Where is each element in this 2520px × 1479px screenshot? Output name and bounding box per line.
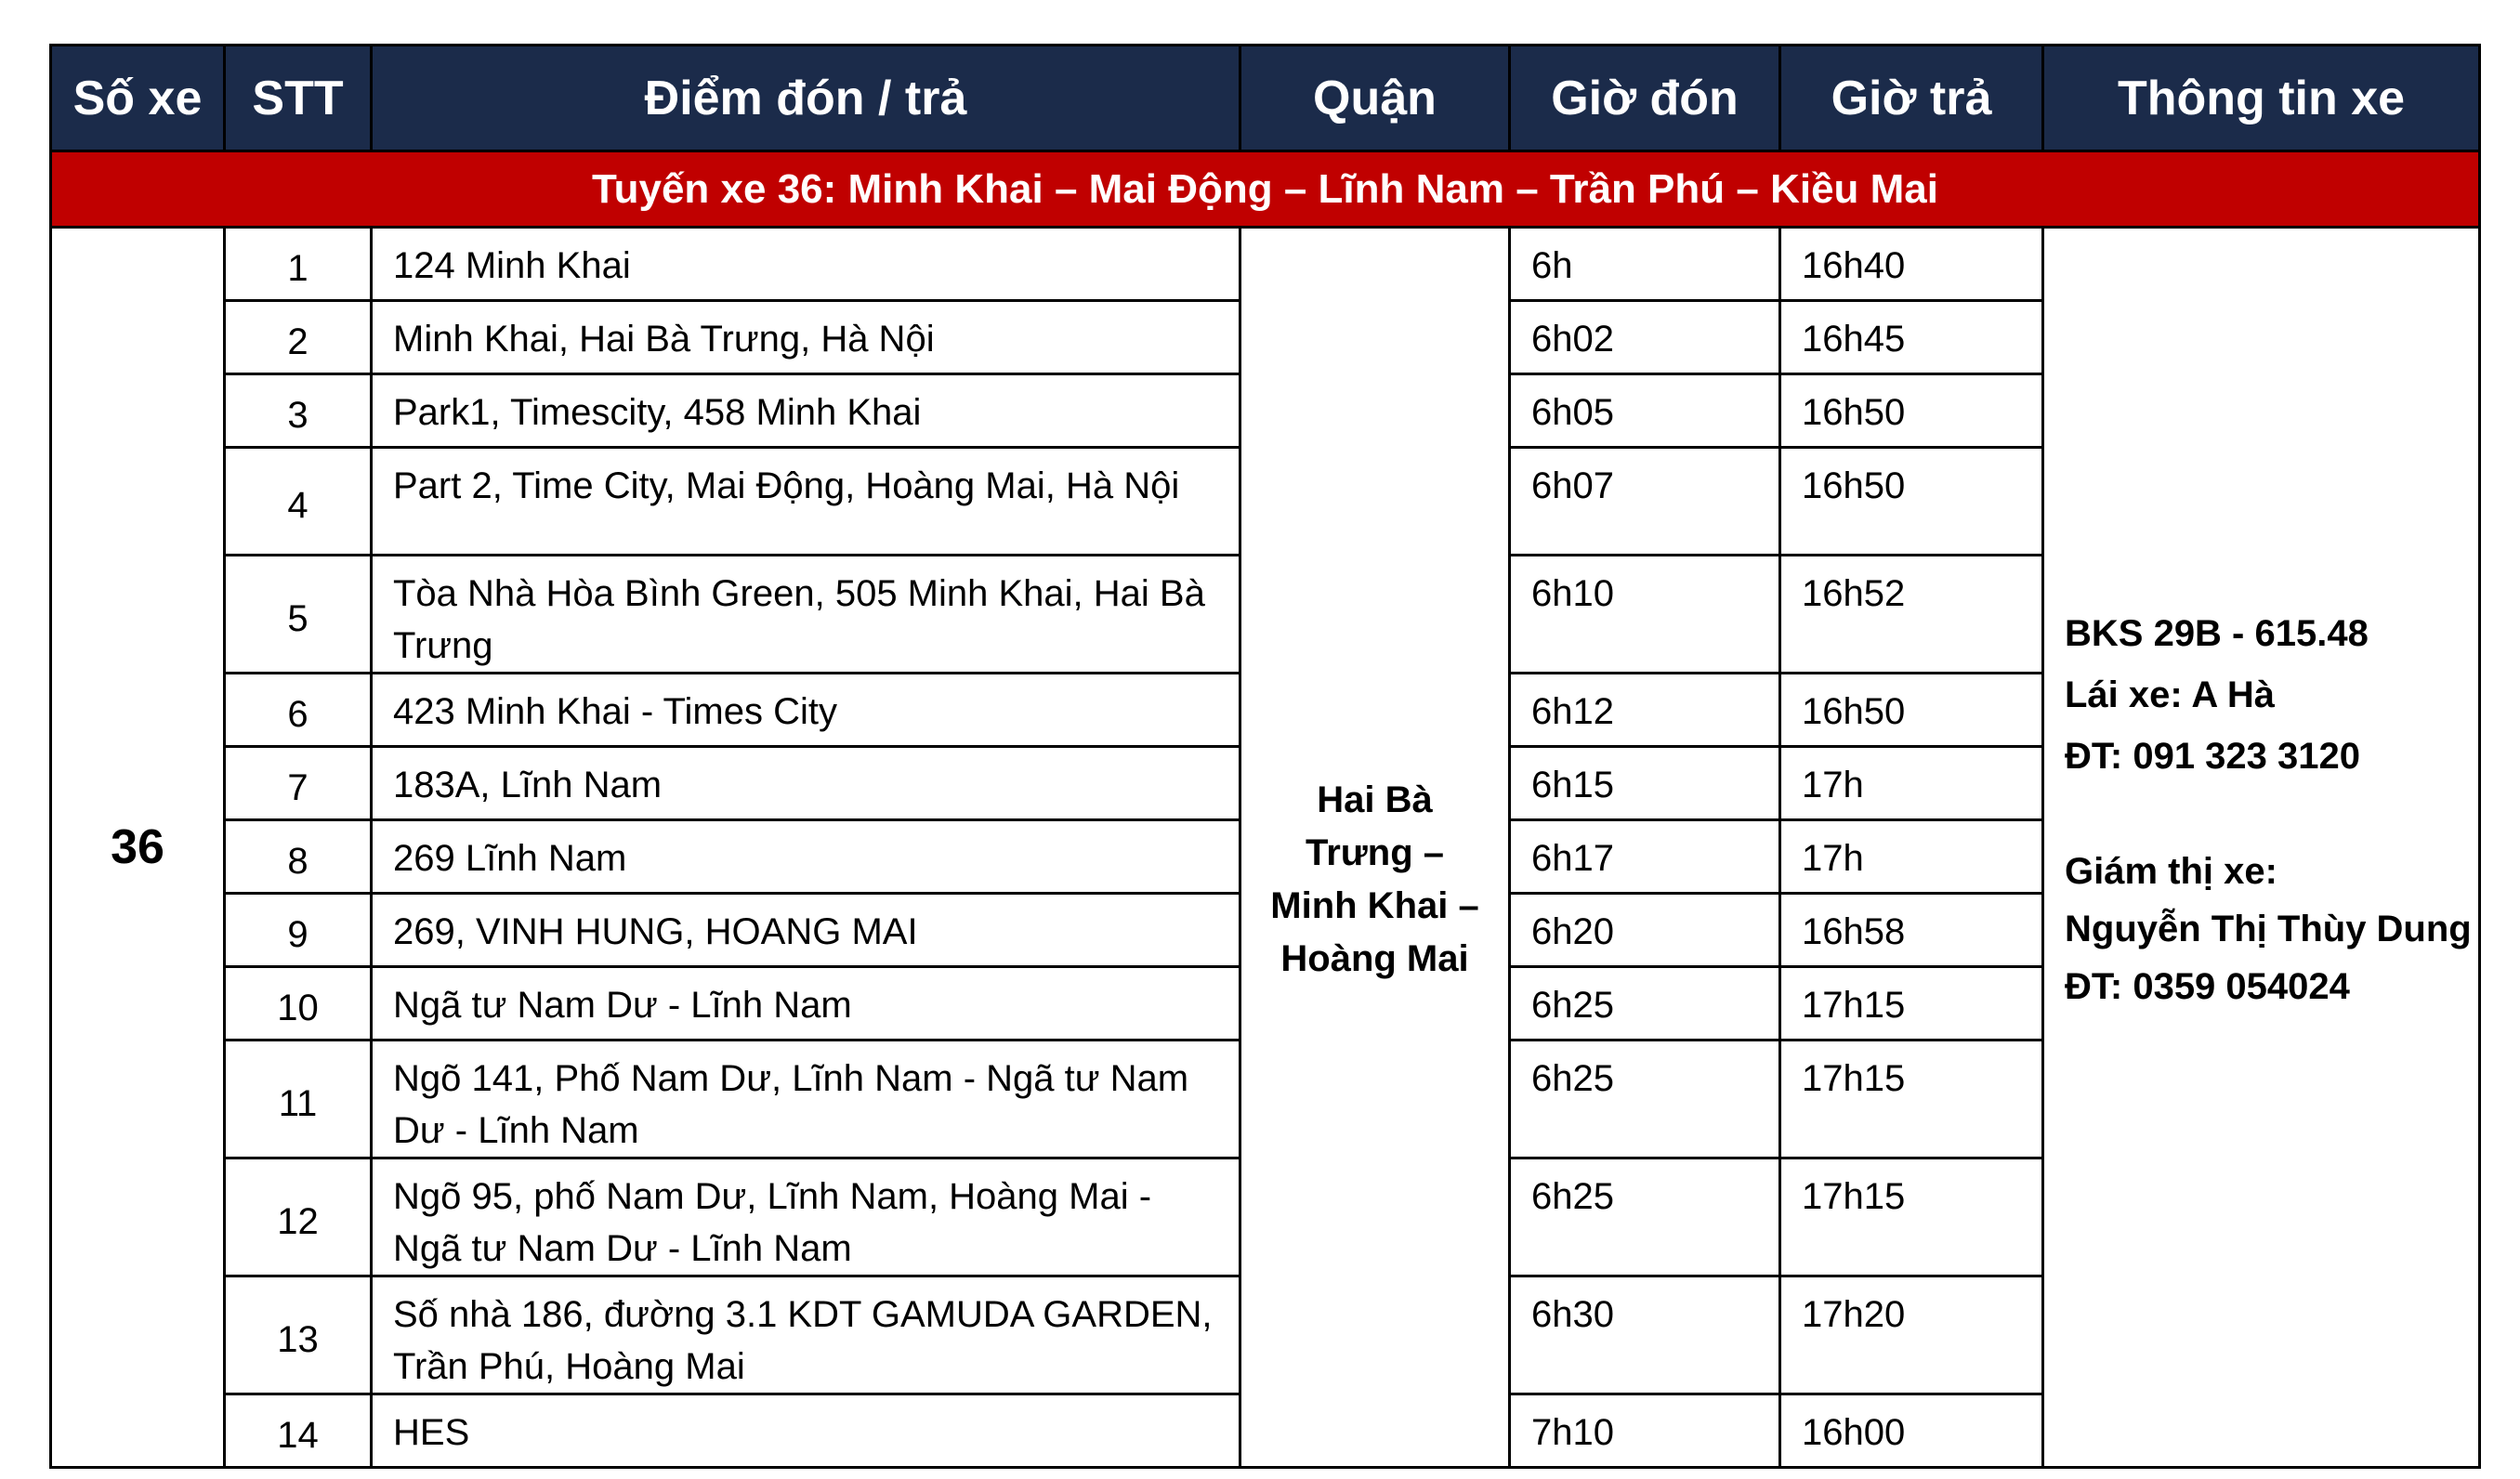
pickup-time: 6h (1510, 228, 1780, 301)
stop-address: Ngõ 141, Phố Nam Dư, Lĩnh Nam - Ngã tư Nam Dư - Lĩnh Nam (372, 1041, 1240, 1158)
bus-number: 36 (51, 228, 225, 1468)
stop-index: 3 (225, 374, 372, 448)
header-stt: STT (225, 46, 372, 151)
stop-index: 7 (225, 747, 372, 820)
pickup-time: 6h02 (1510, 301, 1780, 374)
stop-address: Minh Khai, Hai Bà Trưng, Hà Nội (372, 301, 1240, 374)
dropoff-time: 17h15 (1780, 967, 2043, 1041)
stop-address: HES (372, 1394, 1240, 1468)
stop-address: 124 Minh Khai (372, 228, 1240, 301)
supervisor-name: Nguyễn Thị Thùy Dung (2065, 909, 2472, 949)
district-line: Trưng – (1306, 832, 1444, 873)
bus-route-table (49, 44, 2481, 1469)
stop-address: 423 Minh Khai - Times City (372, 674, 1240, 747)
license-plate: BKS 29B - 615.48 (2065, 613, 2369, 654)
dropoff-time: 16h50 (1780, 674, 2043, 747)
dropoff-time: 16h45 (1780, 301, 2043, 374)
dropoff-time: 16h52 (1780, 556, 2043, 674)
pickup-time: 6h10 (1510, 556, 1780, 674)
stop-address: Số nhà 186, đường 3.1 KDT GAMUDA GARDEN, Trần Phú, Hoàng Mai (372, 1276, 1240, 1394)
header-district: Quận (1240, 46, 1510, 151)
pickup-time: 6h25 (1510, 967, 1780, 1041)
pickup-time: 6h25 (1510, 1041, 1780, 1158)
stop-index: 8 (225, 820, 372, 894)
pickup-time: 6h25 (1510, 1158, 1780, 1276)
stop-index: 9 (225, 894, 372, 967)
route-title-row (51, 151, 2480, 228)
stop-address: 269 Lĩnh Nam (372, 820, 1240, 894)
pickup-time: 6h15 (1510, 747, 1780, 820)
stop-index: 1 (225, 228, 372, 301)
pickup-time: 6h07 (1510, 448, 1780, 556)
header-pickup-time: Giờ đón (1510, 46, 1780, 151)
header-stop: Điểm đón / trả (372, 46, 1240, 151)
driver-phone: ĐT: 091 323 3120 (2065, 736, 2361, 777)
dropoff-time: 16h50 (1780, 374, 2043, 448)
pickup-time: 6h05 (1510, 374, 1780, 448)
dropoff-time: 17h15 (1780, 1041, 2043, 1158)
bus-info-cell (2043, 228, 2480, 1468)
dropoff-time: 17h (1780, 820, 2043, 894)
header-bus-number: Số xe (51, 46, 225, 151)
stop-address: 269, VINH HUNG, HOANG MAI (372, 894, 1240, 967)
dropoff-time: 17h20 (1780, 1276, 2043, 1394)
stop-index: 2 (225, 301, 372, 374)
supervisor-phone: ĐT: 0359 054024 (2065, 966, 2350, 1007)
header-bus-info: Thông tin xe (2043, 46, 2480, 151)
dropoff-time: 16h50 (1780, 448, 2043, 556)
pickup-time: 6h20 (1510, 894, 1780, 967)
dropoff-time: 16h40 (1780, 228, 2043, 301)
dropoff-time: 17h15 (1780, 1158, 2043, 1276)
header-dropoff-time: Giờ trả (1780, 46, 2043, 151)
stop-address: Ngõ 95, phố Nam Dư, Lĩnh Nam, Hoàng Mai - Ngã tư Nam Dư - Lĩnh Nam (372, 1158, 1240, 1276)
district-line: Hai Bà (1317, 779, 1433, 820)
stop-index: 5 (225, 556, 372, 674)
stop-index: 11 (225, 1041, 372, 1158)
stop-address: 183A, Lĩnh Nam (372, 747, 1240, 820)
stop-index: 13 (225, 1276, 372, 1394)
table-row (51, 228, 2480, 301)
stop-address: Part 2, Time City, Mai Động, Hoàng Mai, Hà Nội (372, 448, 1240, 556)
dropoff-time: 16h58 (1780, 894, 2043, 967)
district-cell (1240, 228, 1510, 1468)
dropoff-time: 16h00 (1780, 1394, 2043, 1468)
spacer (2065, 787, 2478, 841)
stop-index: 14 (225, 1394, 372, 1468)
district-line: Hoàng Mai (1280, 938, 1469, 979)
stop-address: Ngã tư Nam Dư - Lĩnh Nam (372, 967, 1240, 1041)
route-title: Tuyến xe 36: Minh Khai – Mai Động – Lĩnh Nam – Trần Phú – Kiều Mai (51, 151, 2480, 228)
pickup-time: 6h30 (1510, 1276, 1780, 1394)
pickup-time: 7h10 (1510, 1394, 1780, 1468)
stop-index: 4 (225, 448, 372, 556)
stop-address: Tòa Nhà Hòa Bình Green, 505 Minh Khai, Hai Bà Trưng (372, 556, 1240, 674)
stop-index: 12 (225, 1158, 372, 1276)
district-line: Minh Khai – (1270, 885, 1479, 926)
dropoff-time: 17h (1780, 747, 2043, 820)
supervisor-label: Giám thị xe: (2065, 851, 2277, 892)
pickup-time: 6h12 (1510, 674, 1780, 747)
stop-address: Park1, Timescity, 458 Minh Khai (372, 374, 1240, 448)
pickup-time: 6h17 (1510, 820, 1780, 894)
stop-index: 10 (225, 967, 372, 1041)
driver-name: Lái xe: A Hà (2065, 674, 2275, 715)
table-header-row (51, 46, 2480, 151)
stop-index: 6 (225, 674, 372, 747)
